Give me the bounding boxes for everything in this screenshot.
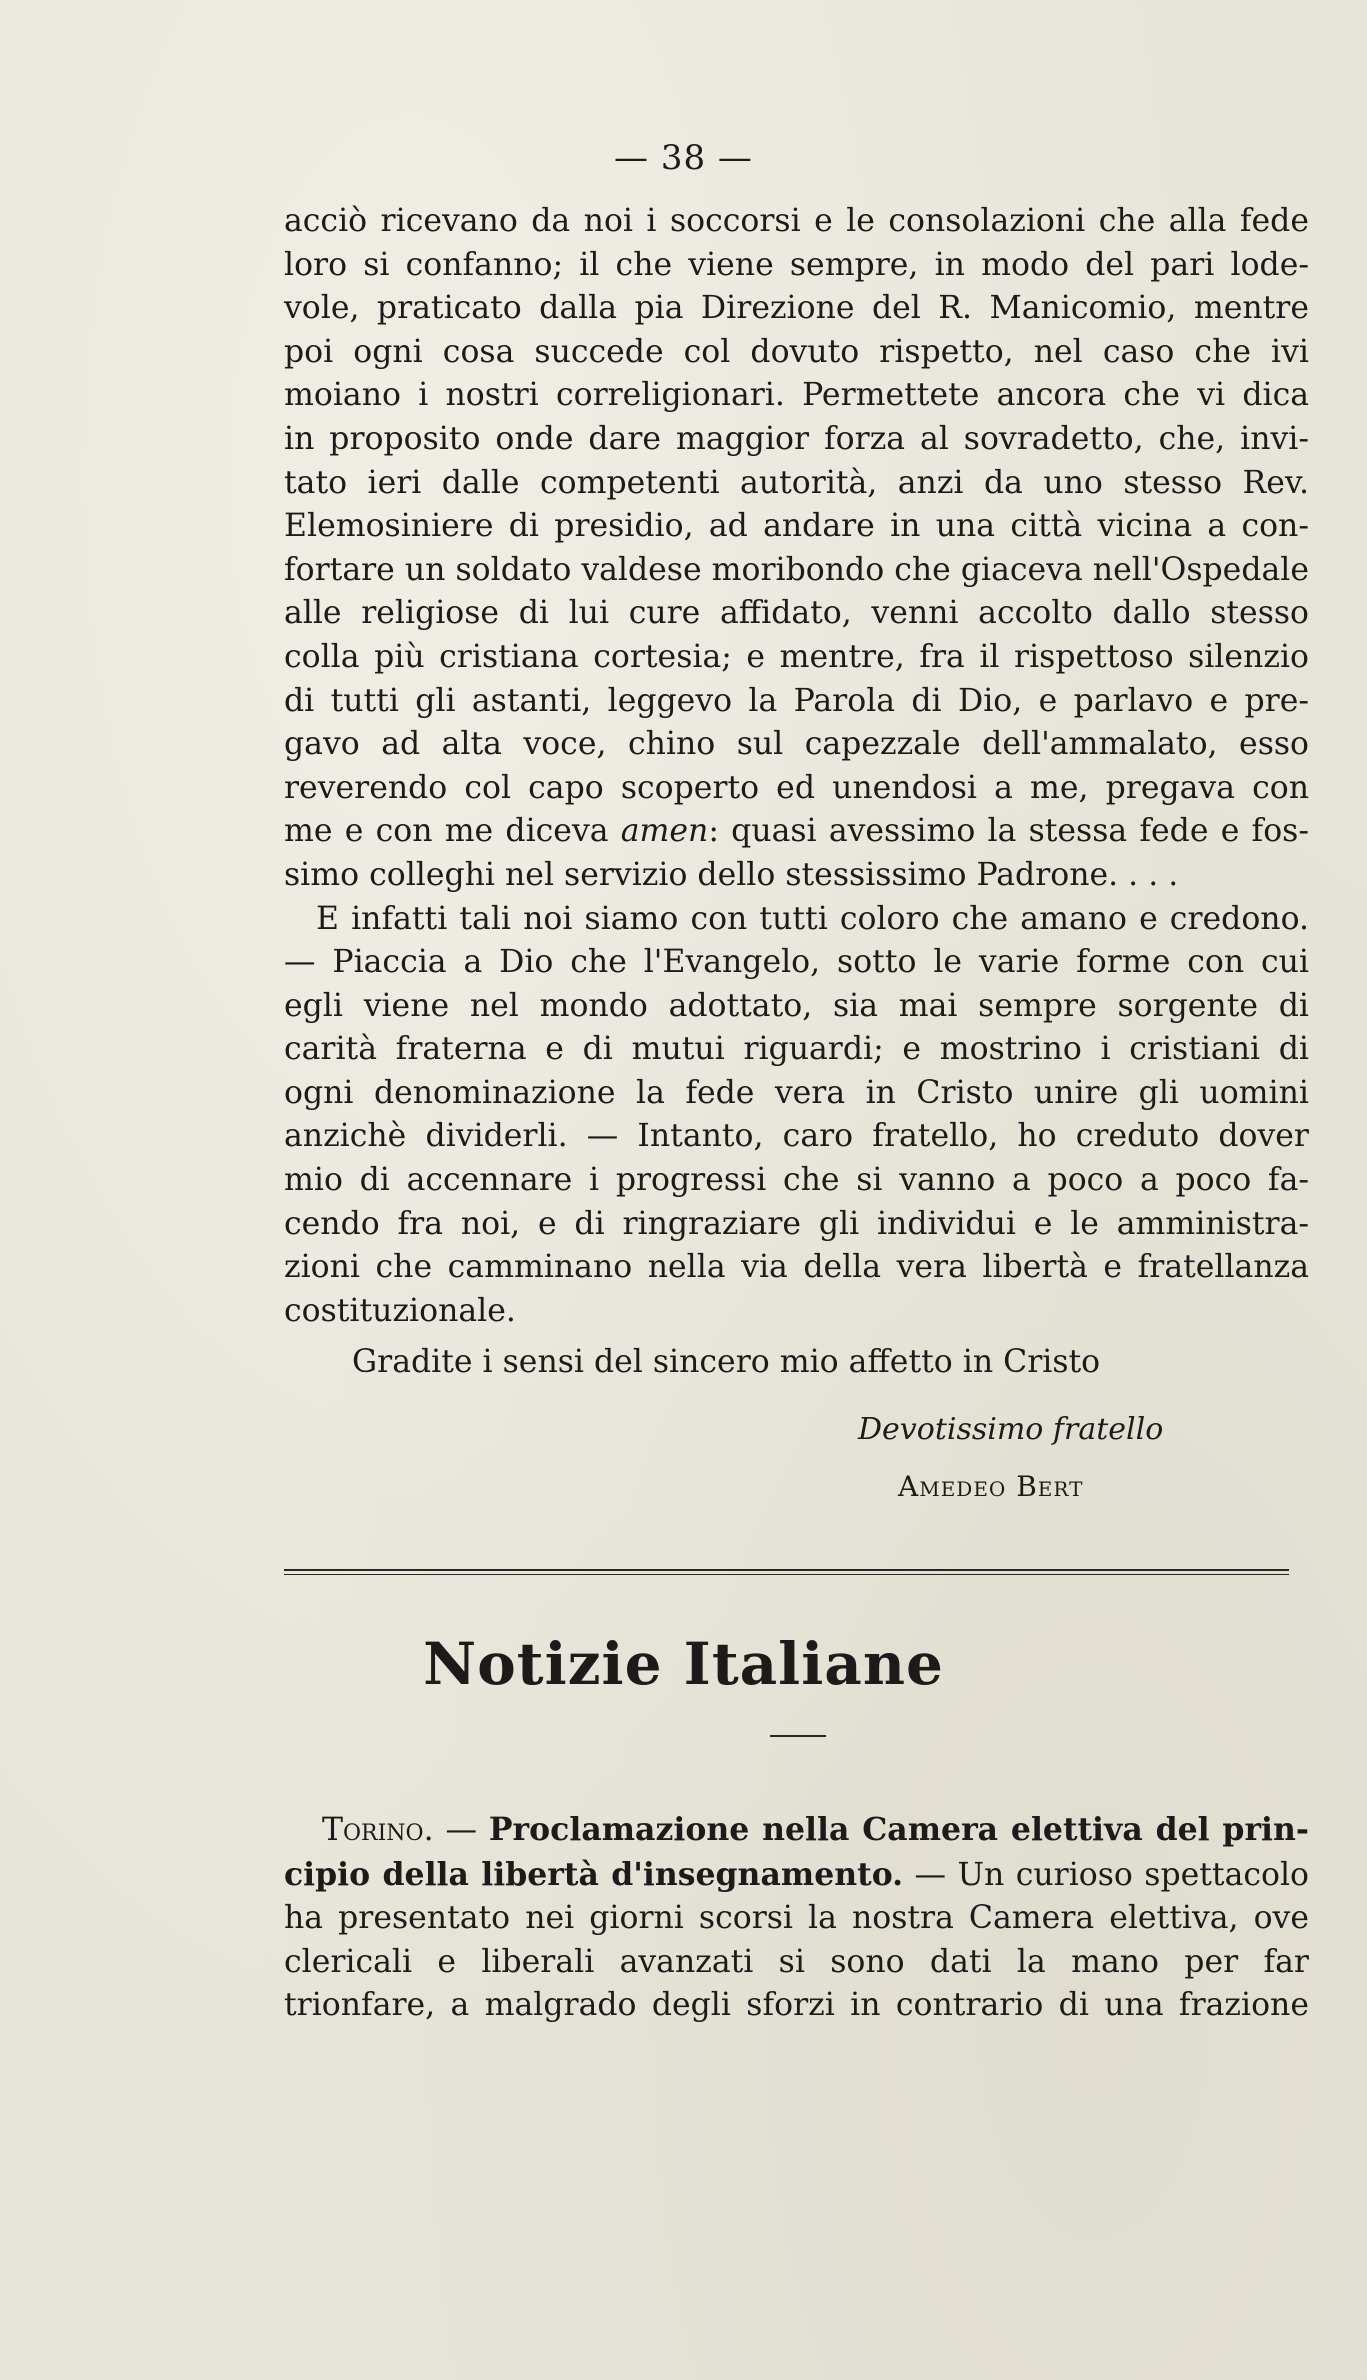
text-line: di tutti gli astanti, leggevo la Parola di Dio, e parlavo e pre-: [284, 682, 1309, 719]
section-title: Notizie Italiane: [423, 1630, 944, 1698]
text-line: alle religiose di lui cure affidato, venni accolto dallo stesso: [284, 595, 1309, 632]
paragraph-start-line: E infatti tali noi siamo con tutti coloro che amano e credono.: [316, 900, 1309, 937]
text-line: moiano i nostri correligionari. Permettete ancora che vi dica: [284, 377, 1309, 414]
text-line: loro si confanno; il che viene sempre, in modo del pari lode-: [284, 246, 1309, 283]
text-segment: me e con me diceva: [284, 813, 621, 850]
text-line: — Piaccia a Dio che l'Evangelo, sotto le varie forme con cui: [284, 944, 1309, 981]
letter-body: [284, 200, 1309, 1333]
title-underline: [770, 1735, 826, 1737]
text-line: tato ieri dalle competenti autorità, anzi da uno stesso Rev.: [284, 464, 1309, 501]
text-line: ogni denominazione la fede vera in Cristo unire gli uomini: [284, 1074, 1309, 1111]
text-segment: : quasi avessimo la stessa fede e fos-: [708, 813, 1309, 850]
news-article: [284, 1808, 1309, 2028]
text-line: reverendo col capo scoperto ed unendosi a me, pregava con: [284, 769, 1309, 806]
text-line: poi ogni cosa succede col dovuto rispetto, nel caso che ivi: [284, 333, 1309, 370]
text-line: vole, praticato dalla pia Direzione del R. Manicomio, mentre: [284, 290, 1309, 327]
news-headline: Proclamazione nella Camera elettiva del prin-: [488, 1811, 1309, 1848]
signature-name: Amedeo Bert: [898, 1470, 1084, 1503]
news-text: — Un curioso spettacolo: [903, 1856, 1309, 1893]
news-line: [284, 1808, 1309, 1853]
text-line: carità fraterna e di mutui riguardi; e mostrino i cristiani di: [284, 1031, 1309, 1068]
text-line: in proposito onde dare maggior forza al sovradetto, che, invi-: [284, 420, 1309, 457]
text-line: egli viene nel mondo adottato, sia mai sempre sorgente di: [284, 987, 1309, 1024]
news-line: trionfare, a malgrado degli sforzi in contrario di una frazione: [284, 1987, 1309, 2024]
text-line-with-italic: [284, 810, 1309, 854]
news-line: clericali e liberali avanzati si sono dati la mano per far: [284, 1943, 1309, 1980]
italic-word: amen: [620, 813, 709, 850]
text-line: colla più cristiana cortesia; e mentre, fra il rispettoso silenzio: [284, 638, 1309, 675]
news-line: [284, 1853, 1309, 1898]
news-line: ha presentato nei giorni scorsi la nostra Camera elettiva, ove: [284, 1900, 1309, 1937]
news-headline-cont: cipio della libertà d'insegnamento.: [284, 1855, 904, 1893]
closing-line: Gradite i sensi del sincero mio affetto in Cristo: [352, 1344, 1101, 1380]
section-divider: [284, 1569, 1289, 1575]
text-line: acciò ricevano da noi i soccorsi e le consolazioni che alla fede: [284, 203, 1309, 239]
text-line: anzichè dividerli. — Intanto, caro fratello, ho creduto dover: [284, 1118, 1309, 1155]
text-line: costituzionale.: [284, 1292, 516, 1329]
news-place: Torino.: [322, 1812, 434, 1848]
text-line: Elemosiniere di presidio, ad andare in una città vicina a con-: [284, 508, 1309, 545]
text-line: cendo fra noi, e di ringraziare gli individui e le amministra-: [284, 1205, 1309, 1242]
text-line: fortare un soldato valdese moribondo che giaceva nell'Ospedale: [284, 551, 1309, 588]
page-number: — 38 —: [614, 138, 753, 178]
text-line: mio di accennare i progressi che si vanno a poco a poco fa-: [284, 1162, 1309, 1199]
text-line: zioni che camminano nella via della vera libertà e fratellanza: [284, 1249, 1309, 1286]
text-line: gavo ad alta voce, chino sul capezzale dell'ammalato, esso: [284, 726, 1309, 763]
news-dash: —: [433, 1812, 489, 1848]
signature-salutation: Devotissimo fratello: [858, 1412, 1164, 1447]
text-line: simo colleghi nel servizio dello stessissimo Padrone. . . .: [284, 856, 1179, 893]
